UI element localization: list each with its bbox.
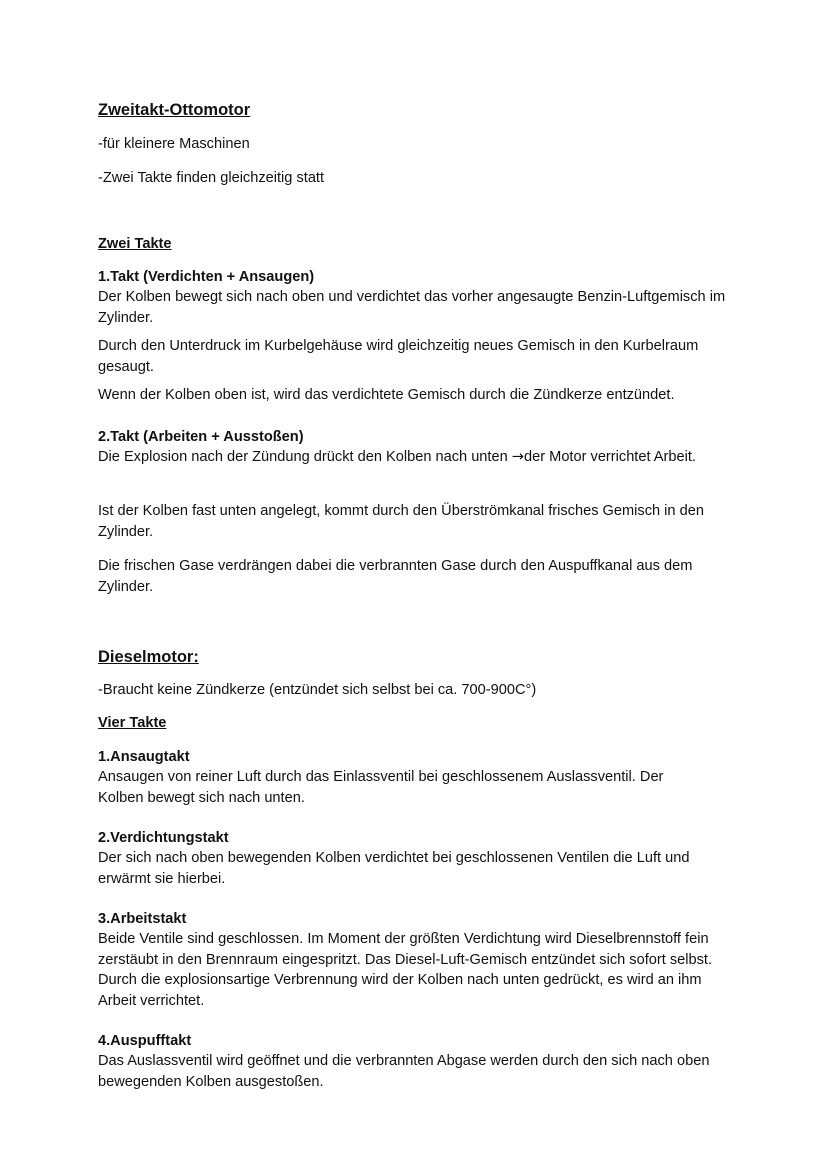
section-title-zweitakt: Zweitakt-Ottomotor: [98, 101, 251, 119]
takt2-paragraph-1: [98, 447, 698, 468]
takt2-paragraph-1-end: der Motor verrichtet Arbeit.: [524, 449, 696, 465]
takt1-paragraph-3: Wenn der Kolben oben ist, wird das verdichtete Gemisch durch die Zündkerze entzündet.: [98, 387, 675, 403]
section-title-diesel: Dieselmotor:: [98, 648, 199, 666]
note-kleinere-maschinen: -für kleinere Maschinen: [98, 136, 250, 152]
arbeitstakt-title: 3.Arbeitstakt: [98, 911, 187, 927]
takt2-paragraph-3: Die frischen Gase verdrängen dabei die verbrannten Gase durch den Auspuffkanal aus dem Zylinder.: [98, 558, 693, 595]
arbeitstakt-text: Beide Ventile sind geschlossen. Im Moment der größten Verdichtung wird Dieselbrennstoff fein zerstäubt in den Brennraum eingespritzt. Das Diesel-Luft-Gemisch entzündet sich sofort selbst. Durch die explosionsartige Verbrennung wird der Kolben nach unten gedrückt, es wird an ihm Arbeit verrichtet.: [98, 931, 713, 1009]
auspufftakt-title: 4.Auspufftakt: [98, 1033, 192, 1049]
takt2-title: 2.Takt (Arbeiten + Ausstoßen): [98, 429, 304, 445]
note-keine-zuendkerze: -Braucht keine Zündkerze (entzündet sich selbst bei ca. 700-900C°): [98, 682, 537, 698]
note-zwei-takte-gleichzeitig: -Zwei Takte finden gleichzeitig statt: [98, 170, 325, 186]
verdichtungstakt-text: Der sich nach oben bewegenden Kolben verdichtet bei geschlossenen Ventilen die Luft und erwärmt sie hierbei.: [98, 850, 690, 887]
takt2-paragraph-2: Ist der Kolben fast unten angelegt, kommt durch den Überströmkanal frisches Gemisch in den Zylinder.: [98, 503, 704, 540]
auspufftakt-text: Das Auslassventil wird geöffnet und die verbrannten Abgase werden durch den sich nach oben bewegenden Kolben ausgestoßen.: [98, 1053, 710, 1090]
verdichtungstakt-title: 2.Verdichtungstakt: [98, 830, 229, 846]
subheading-vier-takte: Vier Takte: [98, 715, 167, 731]
arrow-right-icon: →: [511, 448, 525, 465]
takt2-paragraph-1-start: Die Explosion nach der Zündung drückt den Kolben nach unten: [98, 449, 512, 465]
subheading-zwei-takte: Zwei Takte: [98, 236, 172, 252]
ansaugtakt-title: 1.Ansaugtakt: [98, 749, 190, 765]
takt1-paragraph-1: Der Kolben bewegt sich nach oben und verdichtet das vorher angesaugte Benzin-Luftgemisch im Zylinder.: [98, 289, 726, 326]
takt1-title: 1.Takt (Verdichten + Ansaugen): [98, 269, 315, 285]
takt1-paragraph-2: Durch den Unterdruck im Kurbelgehäuse wird gleichzeitig neues Gemisch in den Kurbelraum gesaugt.: [98, 338, 699, 375]
ansaugtakt-text: Ansaugen von reiner Luft durch das Einlassventil bei geschlossenem Auslassventil. Der Kolben bewegt sich nach unten.: [98, 769, 664, 806]
